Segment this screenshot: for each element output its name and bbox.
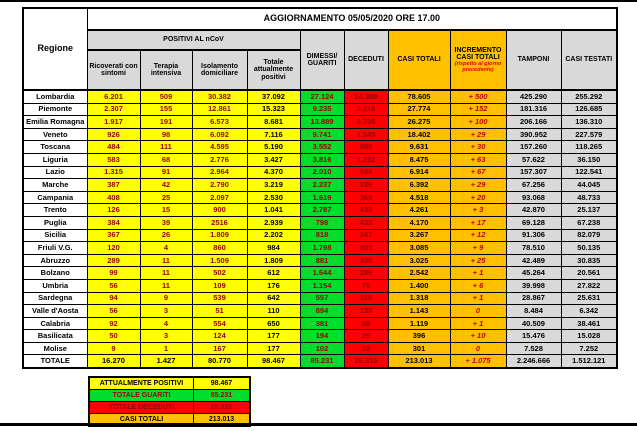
cell-deceduti: 889 (344, 141, 388, 154)
cell-casi-testati: 136.310 (561, 116, 617, 129)
cell-isolamento-domiciliare: 6.573 (192, 116, 247, 129)
cell-region: Sicilia (23, 229, 87, 242)
cell-ricoverati: 583 (87, 153, 140, 166)
cell-incremento: + 9 (450, 242, 506, 255)
cell-dimessi-guariti: 102 (300, 342, 344, 355)
cell-tamponi: 2.246.666 (506, 355, 561, 368)
cell-region: Veneto (23, 128, 87, 141)
header-incremento (450, 30, 506, 90)
header-ricoverati: Ricoverati con sintomi (87, 50, 140, 90)
cell-deceduti: 433 (344, 216, 388, 229)
cell-terapia-intensiva: 11 (140, 279, 192, 292)
cell-ricoverati: 387 (87, 179, 140, 192)
cell-deceduti: 369 (344, 191, 388, 204)
cell-casi-totali: 301 (388, 342, 450, 355)
cell-region: Marche (23, 179, 87, 192)
cell-terapia-intensiva: 9 (140, 292, 192, 305)
cell-terapia-intensiva: 4 (140, 242, 192, 255)
cell-totale-positivi: 612 (247, 267, 300, 280)
summary-legend (88, 376, 251, 427)
cell-incremento: + 10 (450, 330, 506, 343)
cell-tamponi: 157.260 (506, 141, 561, 154)
cell-dimessi-guariti: 85.231 (300, 355, 344, 368)
cell-isolamento-domiciliare: 2.790 (192, 179, 247, 192)
legend-row-totale-deceduti (89, 402, 250, 414)
cell-terapia-intensiva: 4 (140, 317, 192, 330)
cell-region: Bolzano (23, 267, 87, 280)
cell-ricoverati: 6.201 (87, 90, 140, 103)
cell-ricoverati: 56 (87, 305, 140, 318)
cell-deceduti: 3.216 (344, 103, 388, 116)
table-row (23, 254, 617, 267)
cell-region: Trento (23, 204, 87, 217)
cell-totale-positivi: 110 (247, 305, 300, 318)
cell-dimessi-guariti: 2.787 (300, 204, 344, 217)
table-row (23, 267, 617, 280)
table-row (23, 279, 617, 292)
cell-dimessi-guariti: 3.552 (300, 141, 344, 154)
cell-deceduti: 139 (344, 305, 388, 318)
table-row (23, 305, 617, 318)
cell-totale-positivi: 2.939 (247, 216, 300, 229)
cell-dimessi-guariti: 9.741 (300, 128, 344, 141)
legend-value-attualmente-positivi: 98.467 (194, 377, 251, 390)
cell-ricoverati: 9 (87, 342, 140, 355)
cell-incremento: + 3 (450, 204, 506, 217)
legend-label-totale-guariti: TOTALE GUARITI (89, 390, 194, 402)
cell-deceduti: 936 (344, 179, 388, 192)
cell-isolamento-domiciliare: 109 (192, 279, 247, 292)
cell-casi-testati: 25.631 (561, 292, 617, 305)
cell-ricoverati: 120 (87, 242, 140, 255)
cell-casi-testati: 20.561 (561, 267, 617, 280)
cell-ricoverati: 1.917 (87, 116, 140, 129)
cell-ricoverati: 367 (87, 229, 140, 242)
cell-terapia-intensiva: 42 (140, 179, 192, 192)
header-casi-testati: CASI TESTATI (561, 30, 617, 90)
table-header (23, 8, 617, 90)
cell-tamponi: 7.528 (506, 342, 561, 355)
cell-casi-testati: 48.733 (561, 191, 617, 204)
cell-ricoverati: 92 (87, 317, 140, 330)
legend-label-totale-deceduti: TOTALE DECEDUTI (89, 402, 194, 414)
cell-isolamento-domiciliare: 51 (192, 305, 247, 318)
cell-tamponi: 78.510 (506, 242, 561, 255)
cell-isolamento-domiciliare: 167 (192, 342, 247, 355)
cell-deceduti: 88 (344, 317, 388, 330)
cell-region: Toscana (23, 141, 87, 154)
cell-isolamento-domiciliare: 4.595 (192, 141, 247, 154)
cell-terapia-intensiva: 1 (140, 342, 192, 355)
cell-tamponi: 69.128 (506, 216, 561, 229)
cell-casi-testati: 7.252 (561, 342, 617, 355)
table-row (23, 116, 617, 129)
cell-terapia-intensiva: 11 (140, 254, 192, 267)
cell-dimessi-guariti: 3.816 (300, 153, 344, 166)
header-totale-positivi: Totale attualmente positivi (247, 50, 300, 90)
cell-casi-totali: 2.542 (388, 267, 450, 280)
cell-totale-positivi: 1.041 (247, 204, 300, 217)
cell-terapia-intensiva: 25 (140, 191, 192, 204)
cell-incremento: + 17 (450, 216, 506, 229)
table-row (23, 153, 617, 166)
cell-incremento: + 100 (450, 116, 506, 129)
cell-totale-positivi: 642 (247, 292, 300, 305)
cell-isolamento-domiciliare: 80.770 (192, 355, 247, 368)
cell-isolamento-domiciliare: 6.092 (192, 128, 247, 141)
cell-dimessi-guariti: 13.889 (300, 116, 344, 129)
cell-isolamento-domiciliare: 554 (192, 317, 247, 330)
cell-isolamento-domiciliare: 124 (192, 330, 247, 343)
cell-isolamento-domiciliare: 12.861 (192, 103, 247, 116)
cell-incremento: + 29 (450, 128, 506, 141)
cell-dimessi-guariti: 2.237 (300, 179, 344, 192)
table-row (23, 128, 617, 141)
cell-casi-testati: 227.579 (561, 128, 617, 141)
cell-isolamento-domiciliare: 1.809 (192, 229, 247, 242)
cell-totale-positivi: 3.219 (247, 179, 300, 192)
cell-isolamento-domiciliare: 2.964 (192, 166, 247, 179)
cell-incremento: + 67 (450, 166, 506, 179)
cell-region: Lombardia (23, 90, 87, 103)
cell-dimessi-guariti: 1.619 (300, 191, 344, 204)
cell-tamponi: 28.867 (506, 292, 561, 305)
cell-totale-positivi: 37.092 (247, 90, 300, 103)
cell-incremento: + 12 (450, 229, 506, 242)
cell-dimessi-guariti: 798 (300, 216, 344, 229)
cell-deceduti: 14.389 (344, 90, 388, 103)
cell-totale-positivi: 177 (247, 342, 300, 355)
cell-incremento: + 1 (450, 267, 506, 280)
cell-region: Emilia Romagna (23, 116, 87, 129)
cell-terapia-intensiva: 15 (140, 204, 192, 217)
cell-dimessi-guariti: 1.154 (300, 279, 344, 292)
legend-value-totale-guariti: 85.231 (194, 390, 251, 402)
cell-casi-testati: 126.685 (561, 103, 617, 116)
cell-incremento: + 6 (450, 279, 506, 292)
cell-ricoverati: 126 (87, 204, 140, 217)
table-row (23, 330, 617, 343)
cell-terapia-intensiva: 155 (140, 103, 192, 116)
cell-casi-testati: 255.292 (561, 90, 617, 103)
cell-isolamento-domiciliare: 502 (192, 267, 247, 280)
cell-casi-testati: 36.150 (561, 153, 617, 166)
cell-dimessi-guariti: 1.644 (300, 267, 344, 280)
cell-casi-totali: 8.475 (388, 153, 450, 166)
cell-casi-totali: 27.774 (388, 103, 450, 116)
cell-region: Liguria (23, 153, 87, 166)
cell-ricoverati: 1.315 (87, 166, 140, 179)
cell-casi-totali: 213.013 (388, 355, 450, 368)
cell-region: Calabria (23, 317, 87, 330)
cell-tamponi: 390.952 (506, 128, 561, 141)
cell-casi-testati: 1.512.121 (561, 355, 617, 368)
cell-tamponi: 91.306 (506, 229, 561, 242)
cell-tamponi: 42.489 (506, 254, 561, 267)
cell-tamponi: 157.307 (506, 166, 561, 179)
cell-deceduti: 70 (344, 279, 388, 292)
cell-deceduti: 3.705 (344, 116, 388, 129)
cell-deceduti: 25 (344, 330, 388, 343)
cell-casi-totali: 1.143 (388, 305, 450, 318)
cell-incremento: + 1 (450, 317, 506, 330)
cell-dimessi-guariti: 894 (300, 305, 344, 318)
cell-tamponi: 40.509 (506, 317, 561, 330)
cell-casi-testati: 122.541 (561, 166, 617, 179)
cell-deceduti: 29.315 (344, 355, 388, 368)
cell-casi-testati: 38.461 (561, 317, 617, 330)
cell-dimessi-guariti: 881 (300, 254, 344, 267)
cell-isolamento-domiciliare: 860 (192, 242, 247, 255)
cell-ricoverati: 408 (87, 191, 140, 204)
cell-totale-positivi: 15.323 (247, 103, 300, 116)
legend-row-totale-guariti (89, 390, 250, 402)
group-header-row (23, 30, 617, 50)
cell-tamponi: 181.316 (506, 103, 561, 116)
cell-region: Campania (23, 191, 87, 204)
table-row (23, 141, 617, 154)
cell-ricoverati: 50 (87, 330, 140, 343)
covid-regions-table (22, 7, 618, 369)
cell-region: Puglia (23, 216, 87, 229)
cell-region: Valle d'Aosta (23, 305, 87, 318)
table-row (23, 242, 617, 255)
header-dimessi-guariti: DIMESSI/ GUARITI (300, 30, 344, 90)
cell-isolamento-domiciliare: 900 (192, 204, 247, 217)
cell-deceduti: 1.232 (344, 153, 388, 166)
cell-totale-positivi: 7.116 (247, 128, 300, 141)
cell-casi-totali: 3.267 (388, 229, 450, 242)
legend-label-attualmente-positivi: ATTUALMENTE POSITIVI (89, 377, 194, 390)
cell-deceduti: 534 (344, 166, 388, 179)
cell-totale-positivi: 98.467 (247, 355, 300, 368)
cell-casi-totali: 1.400 (388, 279, 450, 292)
cell-totale-positivi: 984 (247, 242, 300, 255)
cell-totale-positivi: 4.370 (247, 166, 300, 179)
cell-casi-totali: 4.170 (388, 216, 450, 229)
cell-casi-testati: 50.135 (561, 242, 617, 255)
header-regione: Regione (23, 8, 87, 90)
cell-casi-testati: 15.028 (561, 330, 617, 343)
cell-region: Piemonte (23, 103, 87, 116)
cell-tamponi: 42.870 (506, 204, 561, 217)
cell-dimessi-guariti: 2.010 (300, 166, 344, 179)
cell-isolamento-domiciliare: 2516 (192, 216, 247, 229)
cell-incremento: + 500 (450, 90, 506, 103)
cell-tamponi: 15.476 (506, 330, 561, 343)
table-row (23, 204, 617, 217)
cell-deceduti: 286 (344, 267, 388, 280)
title-row (23, 8, 617, 30)
cell-casi-totali: 1.318 (388, 292, 450, 305)
cell-deceduti: 22 (344, 342, 388, 355)
cell-terapia-intensiva: 3 (140, 330, 192, 343)
table-row (23, 317, 617, 330)
header-tamponi: TAMPONI (506, 30, 561, 90)
table-row (23, 342, 617, 355)
legend-value-casi-totali: 213.013 (194, 414, 251, 427)
cell-region: Sardegna (23, 292, 87, 305)
cell-casi-testati: 44.045 (561, 179, 617, 192)
legend-label-casi-totali: CASI TOTALI (89, 414, 194, 427)
cell-totale-positivi: 8.681 (247, 116, 300, 129)
cell-casi-totali: 4.518 (388, 191, 450, 204)
cell-incremento: + 63 (450, 153, 506, 166)
cell-dimessi-guariti: 1.798 (300, 242, 344, 255)
cell-casi-testati: 25.137 (561, 204, 617, 217)
cell-incremento: + 1.075 (450, 355, 506, 368)
cell-region: Friuli V.G. (23, 242, 87, 255)
cell-dimessi-guariti: 194 (300, 330, 344, 343)
cell-casi-testati: 82.079 (561, 229, 617, 242)
cell-casi-testati: 30.835 (561, 254, 617, 267)
cell-isolamento-domiciliare: 539 (192, 292, 247, 305)
cell-totale-positivi: 5.190 (247, 141, 300, 154)
cell-deceduti: 303 (344, 242, 388, 255)
header-isolamento: Isolamento domiciliare (192, 50, 247, 90)
cell-tamponi: 39.998 (506, 279, 561, 292)
legend-body (89, 377, 250, 426)
cell-totale-positivi: 3.427 (247, 153, 300, 166)
cell-ricoverati: 926 (87, 128, 140, 141)
top-divider (0, 0, 637, 2)
cell-incremento: + 25 (450, 254, 506, 267)
cell-incremento: + 30 (450, 141, 506, 154)
cell-deceduti: 119 (344, 292, 388, 305)
cell-casi-totali: 3.025 (388, 254, 450, 267)
cell-terapia-intensiva: 26 (140, 229, 192, 242)
cell-terapia-intensiva: 1.427 (140, 355, 192, 368)
cell-isolamento-domiciliare: 2.097 (192, 191, 247, 204)
table-body (23, 90, 617, 368)
cell-region: Abruzzo (23, 254, 87, 267)
cell-casi-totali: 1.119 (388, 317, 450, 330)
cell-ricoverati: 384 (87, 216, 140, 229)
cell-ricoverati: 94 (87, 292, 140, 305)
cell-isolamento-domiciliare: 2.776 (192, 153, 247, 166)
cell-terapia-intensiva: 11 (140, 267, 192, 280)
cell-casi-totali: 396 (388, 330, 450, 343)
cell-dimessi-guariti: 381 (300, 317, 344, 330)
cell-dimessi-guariti: 818 (300, 229, 344, 242)
cell-terapia-intensiva: 191 (140, 116, 192, 129)
cell-incremento: + 1 (450, 292, 506, 305)
cell-totale-positivi: 650 (247, 317, 300, 330)
cell-dimessi-guariti: 9.235 (300, 103, 344, 116)
cell-casi-testati: 6.342 (561, 305, 617, 318)
cell-tamponi: 8.484 (506, 305, 561, 318)
cell-totale-positivi: 2.202 (247, 229, 300, 242)
cell-dimessi-guariti: 27.124 (300, 90, 344, 103)
cell-deceduti: 335 (344, 254, 388, 267)
legend-value-totale-deceduti: 29.315 (194, 402, 251, 414)
table-row (23, 179, 617, 192)
cell-region: Umbria (23, 279, 87, 292)
totals-row (23, 355, 617, 368)
cell-casi-testati: 27.822 (561, 279, 617, 292)
cell-casi-totali: 18.402 (388, 128, 450, 141)
cell-tamponi: 425.290 (506, 90, 561, 103)
cell-incremento: + 29 (450, 179, 506, 192)
cell-totale-positivi: 1.809 (247, 254, 300, 267)
cell-incremento: + 20 (450, 191, 506, 204)
table-row (23, 103, 617, 116)
cell-casi-totali: 6.392 (388, 179, 450, 192)
page-title: AGGIORNAMENTO 05/05/2020 ORE 17.00 (87, 8, 617, 30)
cell-terapia-intensiva: 68 (140, 153, 192, 166)
header-incremento-title: INCREMENTO CASI TOTALI (454, 46, 502, 61)
bottom-divider (0, 423, 637, 426)
cell-terapia-intensiva: 98 (140, 128, 192, 141)
cell-isolamento-domiciliare: 1.509 (192, 254, 247, 267)
cell-casi-totali: 26.275 (388, 116, 450, 129)
cell-tamponi: 67.256 (506, 179, 561, 192)
cell-tamponi: 206.166 (506, 116, 561, 129)
header-deceduti: DECEDUTI (344, 30, 388, 90)
cell-ricoverati: 289 (87, 254, 140, 267)
cell-tamponi: 57.622 (506, 153, 561, 166)
header-casi-totali: CASI TOTALI (388, 30, 450, 90)
cell-ricoverati: 484 (87, 141, 140, 154)
cell-casi-testati: 67.238 (561, 216, 617, 229)
cell-region: TOTALE (23, 355, 87, 368)
cell-region: Basilicata (23, 330, 87, 343)
cell-incremento: 0 (450, 342, 506, 355)
cell-dimessi-guariti: 557 (300, 292, 344, 305)
cell-deceduti: 1.545 (344, 128, 388, 141)
cell-region: Molise (23, 342, 87, 355)
table-row (23, 166, 617, 179)
cell-casi-totali: 3.085 (388, 242, 450, 255)
cell-terapia-intensiva: 509 (140, 90, 192, 103)
cell-incremento: 0 (450, 305, 506, 318)
cell-ricoverati: 2.307 (87, 103, 140, 116)
cell-ricoverati: 56 (87, 279, 140, 292)
cell-totale-positivi: 176 (247, 279, 300, 292)
cell-terapia-intensiva: 111 (140, 141, 192, 154)
cell-casi-totali: 78.605 (388, 90, 450, 103)
cell-ricoverati: 99 (87, 267, 140, 280)
cell-isolamento-domiciliare: 30.382 (192, 90, 247, 103)
cell-totale-positivi: 2.530 (247, 191, 300, 204)
table-row (23, 292, 617, 305)
header-terapia-intensiva: Terapia intensiva (140, 50, 192, 90)
cell-terapia-intensiva: 91 (140, 166, 192, 179)
cell-casi-totali: 9.631 (388, 141, 450, 154)
cell-totale-positivi: 177 (247, 330, 300, 343)
header-positivi-group: POSITIVI AL nCoV (87, 30, 300, 50)
table-row (23, 216, 617, 229)
cell-deceduti: 247 (344, 229, 388, 242)
cell-tamponi: 93.068 (506, 191, 561, 204)
legend-row-attualmente-positivi (89, 377, 250, 390)
table-row (23, 191, 617, 204)
cell-ricoverati: 16.270 (87, 355, 140, 368)
cell-deceduti: 433 (344, 204, 388, 217)
cell-casi-testati: 118.265 (561, 141, 617, 154)
cell-casi-totali: 6.914 (388, 166, 450, 179)
cell-incremento: + 152 (450, 103, 506, 116)
cell-casi-totali: 4.261 (388, 204, 450, 217)
cell-terapia-intensiva: 3 (140, 305, 192, 318)
cell-tamponi: 45.264 (506, 267, 561, 280)
table-row (23, 229, 617, 242)
cell-region: Lazio (23, 166, 87, 179)
table-row (23, 90, 617, 103)
header-incremento-subtitle: (rispetto al giorno precedente) (454, 61, 502, 74)
cell-terapia-intensiva: 39 (140, 216, 192, 229)
